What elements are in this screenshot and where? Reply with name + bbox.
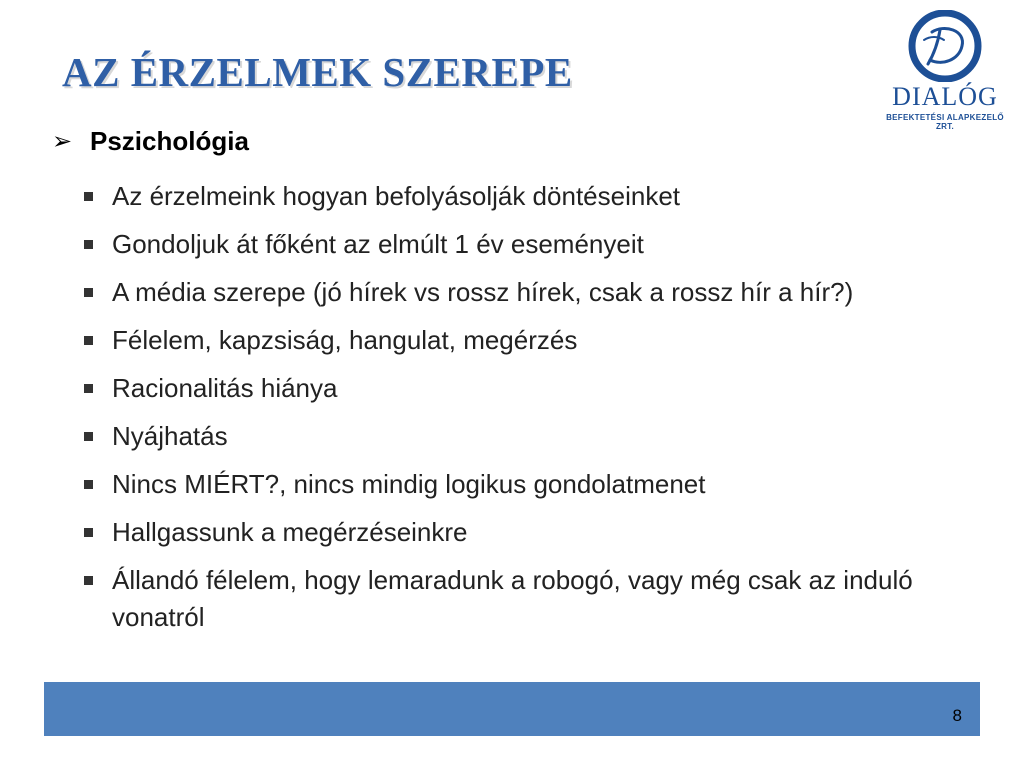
dialog-circle-logo-icon bbox=[884, 10, 1006, 82]
bullet-item bbox=[82, 274, 982, 311]
bullet-text: Az érzelmeink hogyan befolyásolják döntéseinket bbox=[112, 181, 681, 211]
square-bullet-icon bbox=[84, 240, 93, 249]
bullet-text: Nyájhatás bbox=[112, 421, 228, 451]
logo-subtitle: BEFEKTETÉSI ALAPKEZELŐ ZRT. bbox=[886, 113, 1004, 131]
company-logo bbox=[884, 10, 1006, 131]
bullet-item bbox=[82, 514, 982, 551]
square-bullet-icon bbox=[84, 288, 93, 297]
footer-bar bbox=[44, 682, 980, 736]
bullet-text: Nincs MIÉRT?, nincs mindig logikus gondolatmenet bbox=[112, 469, 706, 499]
square-bullet-icon bbox=[84, 384, 93, 393]
square-bullet-icon bbox=[84, 432, 93, 441]
bullet-text: Racionalitás hiánya bbox=[112, 373, 338, 403]
section-heading: Pszichológia bbox=[90, 126, 249, 156]
bullet-list bbox=[82, 178, 982, 647]
bullet-text: Hallgassunk a megérzéseinkre bbox=[112, 517, 468, 547]
square-bullet-icon bbox=[84, 576, 93, 585]
bullet-text: Gondoljuk át főként az elmúlt 1 év eseményeit bbox=[112, 229, 644, 259]
slide-title: AZ ÉRZELMEK SZEREPE bbox=[62, 49, 573, 95]
bullet-text: Félelem, kapzsiság, hangulat, megérzés bbox=[112, 325, 578, 355]
bullet-item bbox=[82, 322, 982, 359]
bullet-text: A média szerepe (jó hírek vs rossz hírek, csak a rossz hír a hír?) bbox=[112, 277, 854, 307]
square-bullet-icon bbox=[84, 336, 93, 345]
square-bullet-icon bbox=[84, 192, 93, 201]
page-number: 8 bbox=[952, 706, 962, 725]
square-bullet-icon bbox=[84, 480, 93, 489]
bullet-item bbox=[82, 466, 982, 503]
logo-name: DIALÓG bbox=[892, 82, 998, 111]
square-bullet-icon bbox=[84, 528, 93, 537]
bullet-item bbox=[82, 562, 982, 636]
section-header bbox=[52, 126, 249, 157]
arrow-bullet-icon: ➢ bbox=[52, 127, 73, 155]
bullet-item bbox=[82, 370, 982, 407]
bullet-item bbox=[82, 418, 982, 455]
bullet-text: Állandó félelem, hogy lemaradunk a robogó, vagy még csak az induló vonatról bbox=[112, 565, 913, 632]
bullet-item bbox=[82, 178, 982, 215]
bullet-item bbox=[82, 226, 982, 263]
